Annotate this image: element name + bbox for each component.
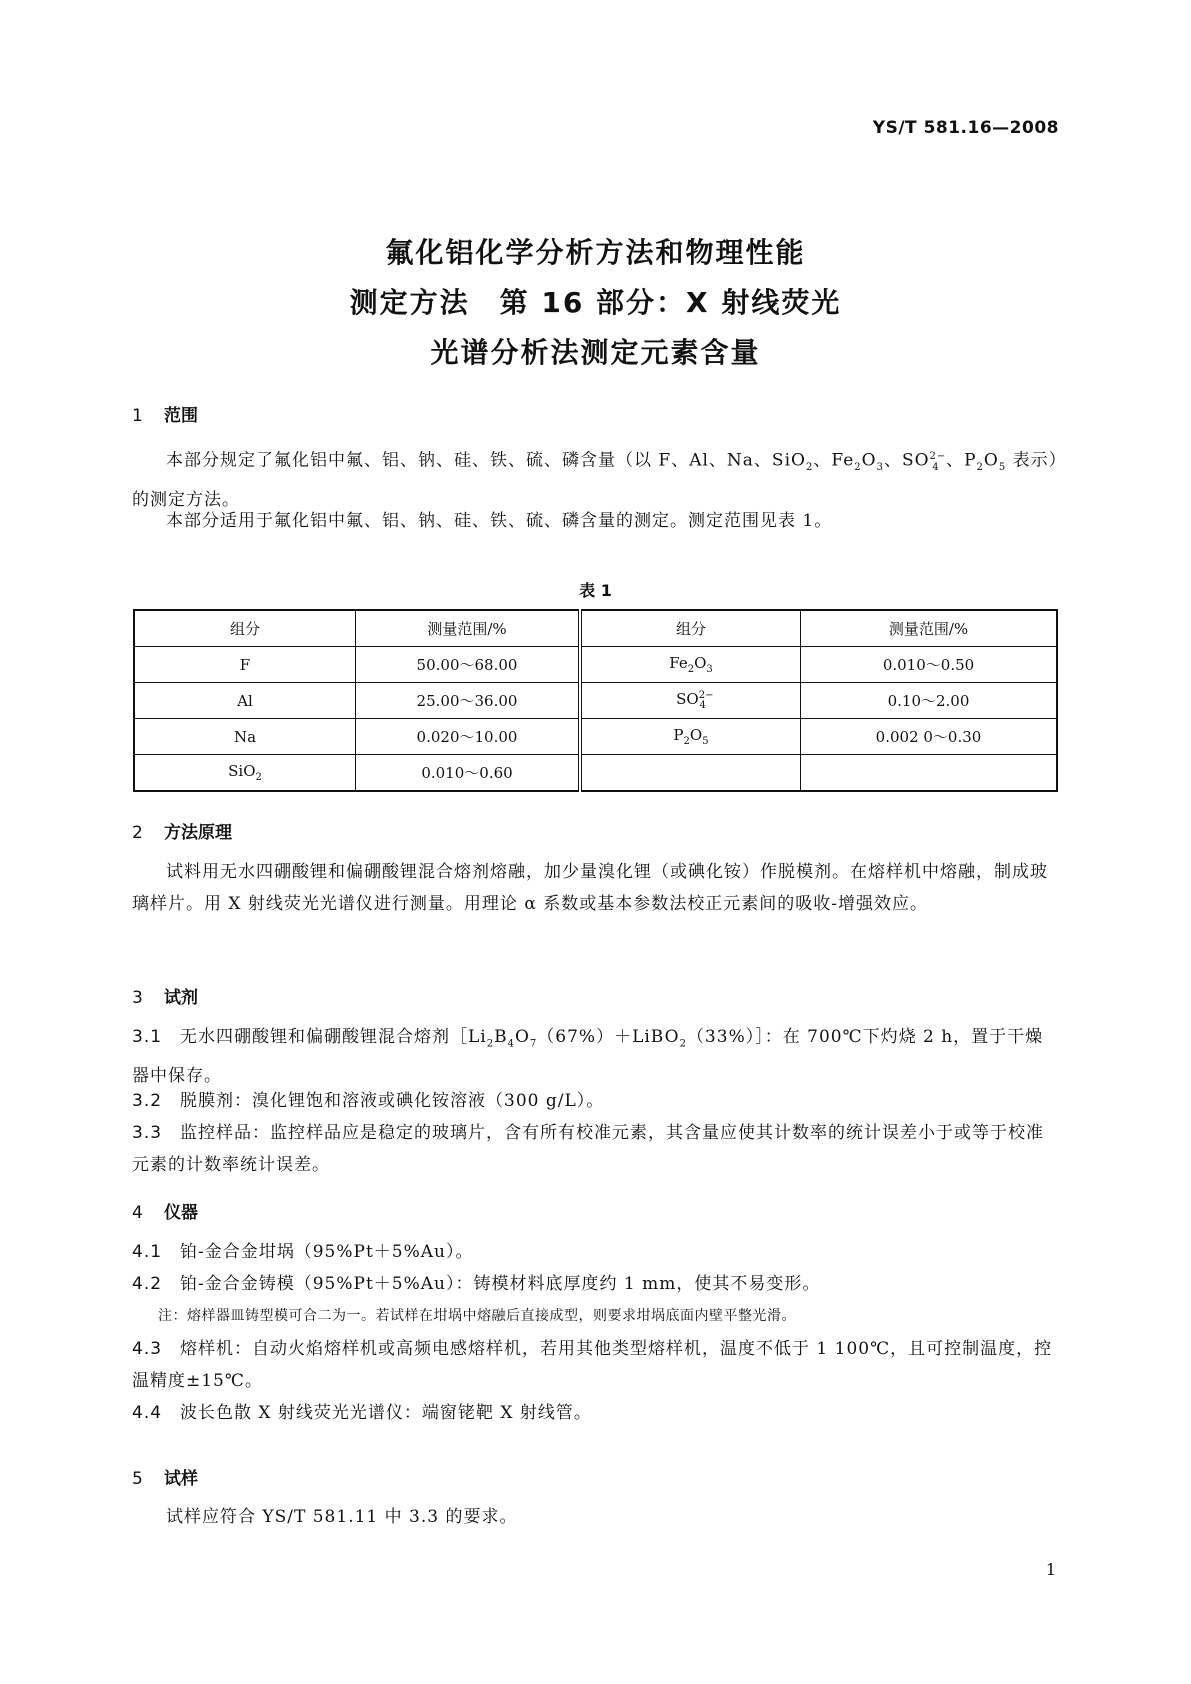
table-cell: 0.002 0～0.30 [801,719,1058,755]
section-title: 范围 [164,406,198,426]
clause-4-4: 4.4 波长色散 X 射线荧光光谱仪：端窗铑靶 X 射线管。 [132,1397,1059,1429]
table-header-row [134,610,1057,647]
title-line-3: 光谱分析法测定元素含量 [430,336,761,369]
clause-number: 4.3 [132,1339,163,1359]
clause-number: 4.2 [132,1274,163,1294]
table-row [134,683,1057,719]
clause-3-3: 3.3 监控样品：监控样品应是稳定的玻璃片，含有所有校准元素，其含量应使其计数率的统计误差小于或等于校准元素的计数率统计误差。 [132,1117,1059,1181]
section-heading-reagents [132,983,198,1008]
clause-number: 4.4 [132,1403,163,1423]
clause-3-1: 3.1 无水四硼酸锂和偏硼酸锂混合熔剂$[Li_2B_4O_7(67\%)+LiBO_2(33\%)]$：在 700℃下灼烧 2 h，置于干燥器中保存。 [132,1021,1059,1092]
clause-4-3: 4.3 熔样机：自动火焰熔样机或高频电感熔样机，若用其他类型熔样机，温度不低于 1 100℃，且可控制温度，控温精度±15℃。 [132,1333,1059,1397]
scope-paragraph-1: 本部分规定了氟化铝中氟、铝、钠、硅、铁、硫、磷含量（以 F、Al、Na、SiO$_2$、$Fe_2O_3$、$SO^{2-}_4$ 、$P_2O_5$ 表示）的测定方法。 [132,450,1059,511]
sample-paragraph: 试样应符合 YS/T 581.11 中 3.3 的要求。 [166,1507,518,1527]
section-number: 2 [132,823,143,843]
table-cell [801,755,1058,792]
clause-number: 3.1 [132,1027,163,1047]
header-component-2: 组分 [580,610,801,647]
table-caption: 表 1 [579,581,612,600]
title-line-1: 氟化铝化学分析方法和物理性能 [385,236,806,269]
header-range-2: 测量范围/% [801,610,1058,647]
clause-4-1: 4.1 铂-金合金坩埚（95%Pt＋5%Au）。 [132,1236,1059,1268]
section-title: 试样 [164,1469,198,1489]
clause-4-2: 4.2 铂-金合金铸模（95%Pt＋5%Au）：铸模材料底厚度约 1 mm，使其不易变形。 [132,1268,1059,1300]
header-component-1: 组分 [134,610,356,647]
title-line-2: 测定方法 第 16 部分：X 射线荧光 [349,286,842,319]
table-cell: 25.00～36.00 [356,683,581,719]
clause-number: 3.2 [132,1091,163,1111]
table-cell: 0.020～10.00 [356,719,581,755]
section-number: 5 [132,1469,143,1489]
table-cell: SiO$_2$ [134,755,356,792]
table-cell: $Fe_2O_3$ [580,647,801,683]
table-cell: Al [134,683,356,719]
scope-paragraph-2: 本部分适用于氟化铝中氟、铝、钠、硅、铁、硫、磷含量的测定。测定范围见表 1。 [166,511,833,531]
header-range-1: 测量范围/% [356,610,581,647]
table-cell: 0.10～2.00 [801,683,1058,719]
section-heading-scope [132,401,198,426]
section-number: 3 [132,988,143,1008]
table-row [134,647,1057,683]
section-heading-apparatus [132,1198,198,1223]
clause-number: 3.3 [132,1123,163,1143]
section-heading-sample [132,1464,198,1489]
page-number: 1 [1045,1560,1056,1579]
clause-3-2: 3.2 脱膜剂：溴化锂饱和溶液或碘化铵溶液（300 g/L）。 [132,1085,1059,1117]
table-row [134,719,1057,755]
table-cell: F [134,647,356,683]
table-cell: 0.010～0.50 [801,647,1058,683]
table-cell: Na [134,719,356,755]
apparatus-note: 注：熔样器皿铸型模可合二为一。若试样在坩埚中熔融后直接成型，则要求坩埚底面内壁平整光滑。 [158,1308,796,1324]
table-cell: 50.00～68.00 [356,647,581,683]
clause-number: 4.1 [132,1242,163,1262]
section-title: 试剂 [164,988,198,1008]
section-number: 4 [132,1203,143,1223]
document-title [0,228,1191,378]
table-row [134,755,1057,792]
table-cell [580,755,801,792]
section-number: 1 [132,406,143,426]
table-cell: $P_2O_5$ [580,719,801,755]
section-title: 仪器 [164,1203,198,1223]
section-heading-principle [132,818,232,843]
section-title: 方法原理 [164,823,232,843]
table-cell: 0.010～0.60 [356,755,581,792]
measurement-range-table [133,609,1058,792]
principle-paragraph: 试料用无水四硼酸锂和偏硼酸锂混合熔剂熔融，加少量溴化锂（或碘化铵）作脱模剂。在熔样机中熔融，制成玻璃样片。用 X 射线荧光光谱仪进行测量。用理论 α 系数或基本参数法校正元素间的吸收-增强效应。 [132,862,1048,914]
table-cell: $SO^{2-}_4$ [580,683,801,719]
standard-number: YS/T 581.16—2008 [872,118,1059,138]
